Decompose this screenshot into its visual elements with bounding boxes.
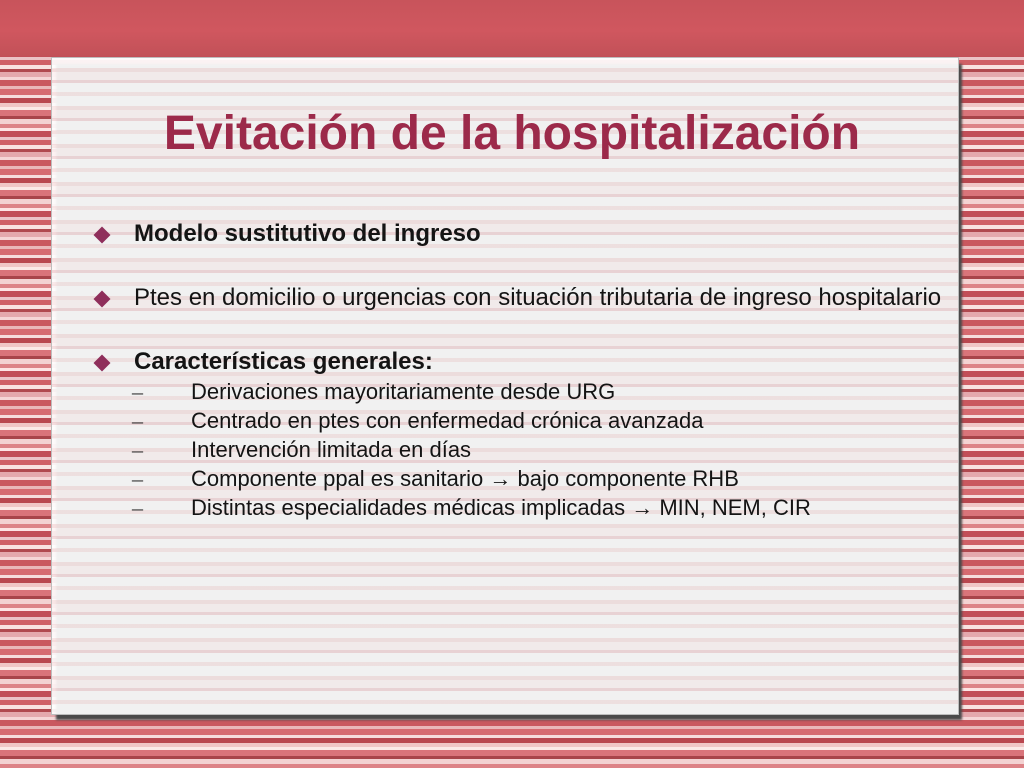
background-top-band <box>0 0 1024 56</box>
diamond-bullet-icon <box>94 355 111 372</box>
sub-bullet-item <box>90 435 950 464</box>
bullet-item-ptes <box>90 282 950 313</box>
dash-icon: – <box>132 437 143 462</box>
sub-bullet-text: Derivaciones mayoritariamente desde URG <box>191 379 616 404</box>
bullet-item-caracteristicas <box>90 346 950 377</box>
sub-bullet-text: Distintas especialidades médicas implicadas → MIN, NEM, CIR <box>191 495 811 520</box>
diamond-bullet-icon <box>94 227 111 244</box>
bullet-list <box>90 218 950 522</box>
sub-bullet-item <box>90 406 950 435</box>
sub-bullet-list <box>90 377 950 522</box>
bullet-text: Modelo sustitutivo del ingreso <box>134 220 481 247</box>
dash-icon: – <box>132 495 143 520</box>
sub-bullet-item <box>90 377 950 406</box>
sub-bullet-text: Centrado en ptes con enfermedad crónica avanzada <box>191 408 704 433</box>
dash-icon: – <box>132 408 143 433</box>
dash-icon: – <box>132 379 143 404</box>
slide-title: Evitación de la hospitalización <box>163 107 861 160</box>
bullet-text: Ptes en domicilio o urgencias con situación tributaria de ingreso hospitalario <box>134 284 942 311</box>
sub-bullet-text: Componente ppal es sanitario → bajo componente RHB <box>191 466 739 491</box>
diamond-bullet-icon <box>94 291 111 308</box>
sub-bullet-item <box>90 493 950 522</box>
bullet-text: Características generales: <box>134 348 433 375</box>
dash-icon: – <box>132 466 143 491</box>
bullet-item-modelo <box>90 218 950 249</box>
sub-bullet-item <box>90 464 950 493</box>
sub-bullet-text: Intervención limitada en días <box>191 437 472 462</box>
